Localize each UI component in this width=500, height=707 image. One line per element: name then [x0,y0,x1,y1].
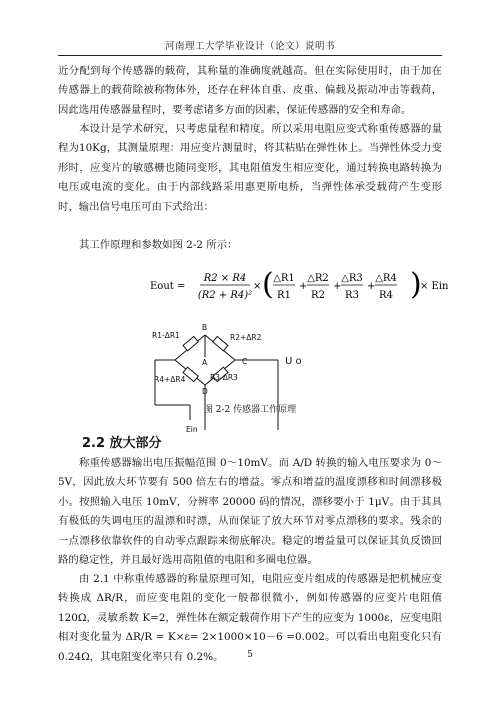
r1-label: R1-ΔR1 [152,331,180,340]
eq-left-paren: ( [262,267,274,302]
eq-term-operator: + [367,281,376,292]
eq-term-numerator: △R1 [273,273,295,284]
paragraph-strain-analysis: 由 2.1 中称重传感器的称量原理可知，电阻应变片组成的传感器是把机械应变转换成 ΔR/R，而应变电阻的变化一般都很微小，例如传感器的应变片电阻值 120Ω，灵敏系数 K=2，弹性体在额定载荷作用下产生的应变为 1000ε，应变电阻相对变化量为 ΔR/R = K×ε= 2×1000×10－6 =0.002。可以看出电阻变化只有 0.24Ω，其电阻变化率只有 0.2%。 [58,573,442,663]
eq-term-operator: + [333,281,342,292]
r2-label: R2+ΔR2 [230,333,262,342]
page-header: 河南理工大学毕业设计（论文）说明书 [58,38,442,56]
paragraph-figure-reference: 其工作原理和参数如图 2-2 所示： [79,239,238,251]
eq-term-denominator: R1 [277,290,291,301]
eq-right-paren: ) [410,267,422,302]
node-d-label: D [202,387,208,396]
paragraph-load-distribution: 近分配到每个传感器的载荷，其称量的准确度就越高。但在实际使用时，由于加在传感器上的载荷除被称物体外，还存在秤体自重、皮重、偏载及振动冲击等载荷，因此选用传感器量程时，要考虑诸多方面的因素，保证传感器的安全和寿命。 [58,65,442,116]
figure-caption: 图 2-2 传感器工作原理 [203,405,297,415]
eq-num1: R2 × R4 [203,273,247,284]
output-voltage-equation [150,263,450,307]
eq-term-numerator: △R2 [307,273,329,284]
page-number: 5 [247,650,253,660]
section-heading: 2.2 放大部分 [82,436,162,451]
eq-den1: (R2 + R4)² [197,290,253,301]
eq-tail: × Ein [420,281,449,292]
eq-term-denominator: R2 [311,290,325,301]
input-label: Ein [186,425,198,434]
node-a-label: A [202,358,208,367]
resistor-r1 [183,336,198,350]
node-c-label: C [242,357,248,366]
bridge-circuit-diagram [150,310,340,450]
eq-term-numerator: △R3 [341,273,363,284]
eq-lhs: Eout = [150,281,186,292]
r3-label: R3-ΔR3 [210,373,238,382]
eq-term-operator: + [299,281,308,292]
paragraph-amplifier-requirements: 称重传感器输出电压振幅范围 0～10mV。而 A/D 转换的输入电压要求为 0～5V，因此放大环节要有 500 倍左右的增益。零点和增益的温度漂移和时间漂移极小。按照输入电压 10mV，分辨率 20000 码的情况，漂移要小于 1μV。由于其具有极低的失调电压的温漂和时漂，从而保证了放大环节对零点漂移的要求。残余的一点漂移依靠软件的自动零点跟踪来彻底解决。稳定的增益量可以保证其负反馈回路的稳定性，并且最好选用高阻值的电阻和多圈电位器。 [58,457,442,567]
eq-term-numerator: △R4 [375,273,397,284]
eq-term-denominator: R3 [345,290,359,301]
node-b-label: B [202,323,208,332]
paragraph-measurement-principle: 本设计是学术研究，只考虑量程和精度。所以采用电阻应变式称重传感器的量程为10Kg，其测量原理：用应变片测量时，将其粘贴在弹性体上。当弹性体受力变形时，应变片的敏感栅也随同变形，其电阻值发生相应变化，通过转换电路转换为电压或电流的变化。由于内部线路采用惠更斯电桥，当弹性体承受载荷产生变形时，输出信号电压可由下式给出： [58,123,442,213]
output-label: U o [285,356,302,367]
resistor-r2 [213,336,228,350]
eq-term-denominator: R4 [379,290,393,301]
r4-label: R4+ΔR4 [154,375,186,384]
eq-times: × [253,281,262,292]
